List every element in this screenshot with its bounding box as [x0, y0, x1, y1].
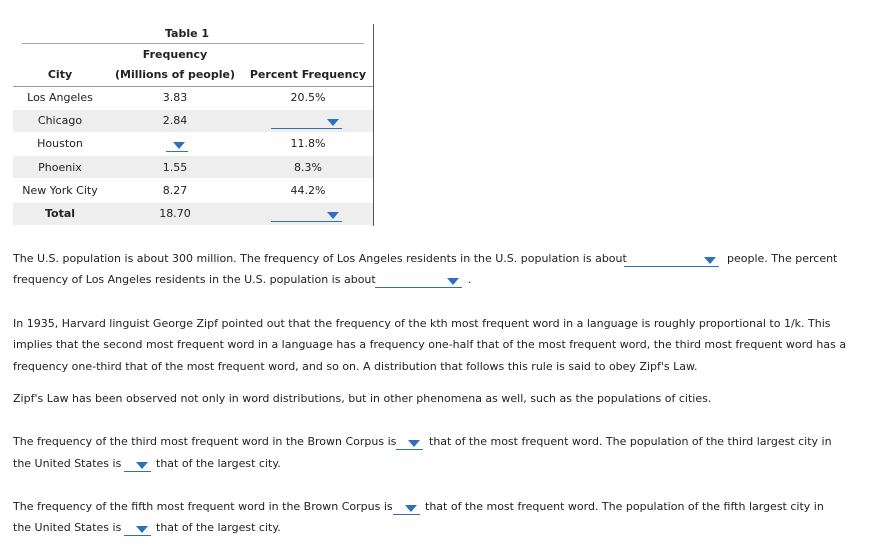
- chevron-down-icon: [405, 505, 417, 512]
- third-city-dropdown[interactable]: [124, 457, 151, 472]
- para4-text-d: that of the largest city.: [156, 457, 281, 470]
- cell-city: New York City: [22, 184, 98, 197]
- para1-text-c: frequency of Los Angeles residents in the U.S. population is about: [13, 273, 376, 286]
- cell-percent: 20.5%: [290, 91, 326, 104]
- la-frequency-dropdown[interactable]: [624, 252, 719, 267]
- cell-frequency: 1.55: [162, 161, 188, 174]
- fifth-city-dropdown[interactable]: [124, 521, 151, 536]
- cell-city: Chicago: [37, 114, 83, 127]
- third-word-dropdown[interactable]: [396, 435, 423, 450]
- cell-city: Houston: [37, 137, 83, 150]
- para2-line1: In 1935, Harvard linguist George Zipf pointed out that the frequency of the kth most frequent word in a language is roughly proportional to 1/k. This: [13, 317, 831, 330]
- total-percent-dropdown[interactable]: [271, 207, 342, 222]
- cell-frequency: 8.27: [162, 184, 188, 197]
- para4-text-b: that of the most frequent word. The population of the third largest city in: [429, 435, 832, 448]
- cell-frequency-total: 18.70: [159, 207, 191, 220]
- chevron-down-icon: [136, 526, 148, 533]
- cell-frequency: 3.83: [162, 91, 188, 104]
- cell-city: Phoenix: [38, 161, 82, 174]
- header-frequency-line2: (Millions of people): [114, 68, 236, 81]
- cell-frequency: 2.84: [162, 114, 188, 127]
- para3-line1: Zipf's Law has been observed not only in word distributions, but in other phenomena as well, such as the populations of cities.: [13, 392, 712, 405]
- chevron-down-icon: [327, 212, 339, 219]
- cell-city: Los Angeles: [27, 91, 93, 104]
- para4-text-c: the United States is: [13, 457, 122, 470]
- fifth-word-dropdown[interactable]: [393, 500, 420, 515]
- houston-frequency-dropdown[interactable]: [166, 137, 188, 152]
- header-frequency-line1: Frequency: [142, 48, 208, 61]
- chevron-down-icon: [173, 142, 185, 149]
- table-caption: Table 1: [164, 27, 210, 40]
- chevron-down-icon: [408, 440, 420, 447]
- chicago-percent-dropdown[interactable]: [271, 114, 342, 129]
- para1-text-d: .: [468, 273, 472, 286]
- header-rule: [13, 86, 373, 87]
- chevron-down-icon: [704, 257, 716, 264]
- header-city: City: [47, 68, 73, 81]
- para1-text-b: people. The percent: [727, 252, 838, 265]
- para5-text-b: that of the most frequent word. The population of the fifth largest city in: [425, 500, 824, 513]
- para2-line3: frequency one-third that of the most frequent word, and so on. A distribution that follows this rule is said to obey Zipf's Law.: [13, 360, 698, 373]
- cell-percent: 44.2%: [290, 184, 326, 197]
- para2-line2: implies that the second most frequent word in a language has a frequency one-half that of the most frequent word, the third most frequent word has a: [13, 338, 847, 351]
- para5-text-c: the United States is: [13, 521, 122, 534]
- chevron-down-icon: [327, 119, 339, 126]
- chevron-down-icon: [136, 462, 148, 469]
- la-percent-dropdown[interactable]: [375, 273, 462, 288]
- cell-city-total: Total: [44, 207, 76, 220]
- header-percent: Percent Frequency: [249, 68, 367, 81]
- cell-percent: 11.8%: [290, 137, 326, 150]
- table-divider-vertical: [373, 24, 374, 226]
- para5-text-d: that of the largest city.: [156, 521, 281, 534]
- para5-text-a: The frequency of the fifth most frequent word in the Brown Corpus is: [13, 500, 393, 513]
- table-caption-rule: [22, 43, 364, 44]
- para4-text-a: The frequency of the third most frequent word in the Brown Corpus is: [13, 435, 397, 448]
- chevron-down-icon: [447, 278, 459, 285]
- para1-text-a: The U.S. population is about 300 million. The frequency of Los Angeles residents in the U.S. population is about: [13, 252, 627, 265]
- cell-percent: 8.3%: [294, 161, 322, 174]
